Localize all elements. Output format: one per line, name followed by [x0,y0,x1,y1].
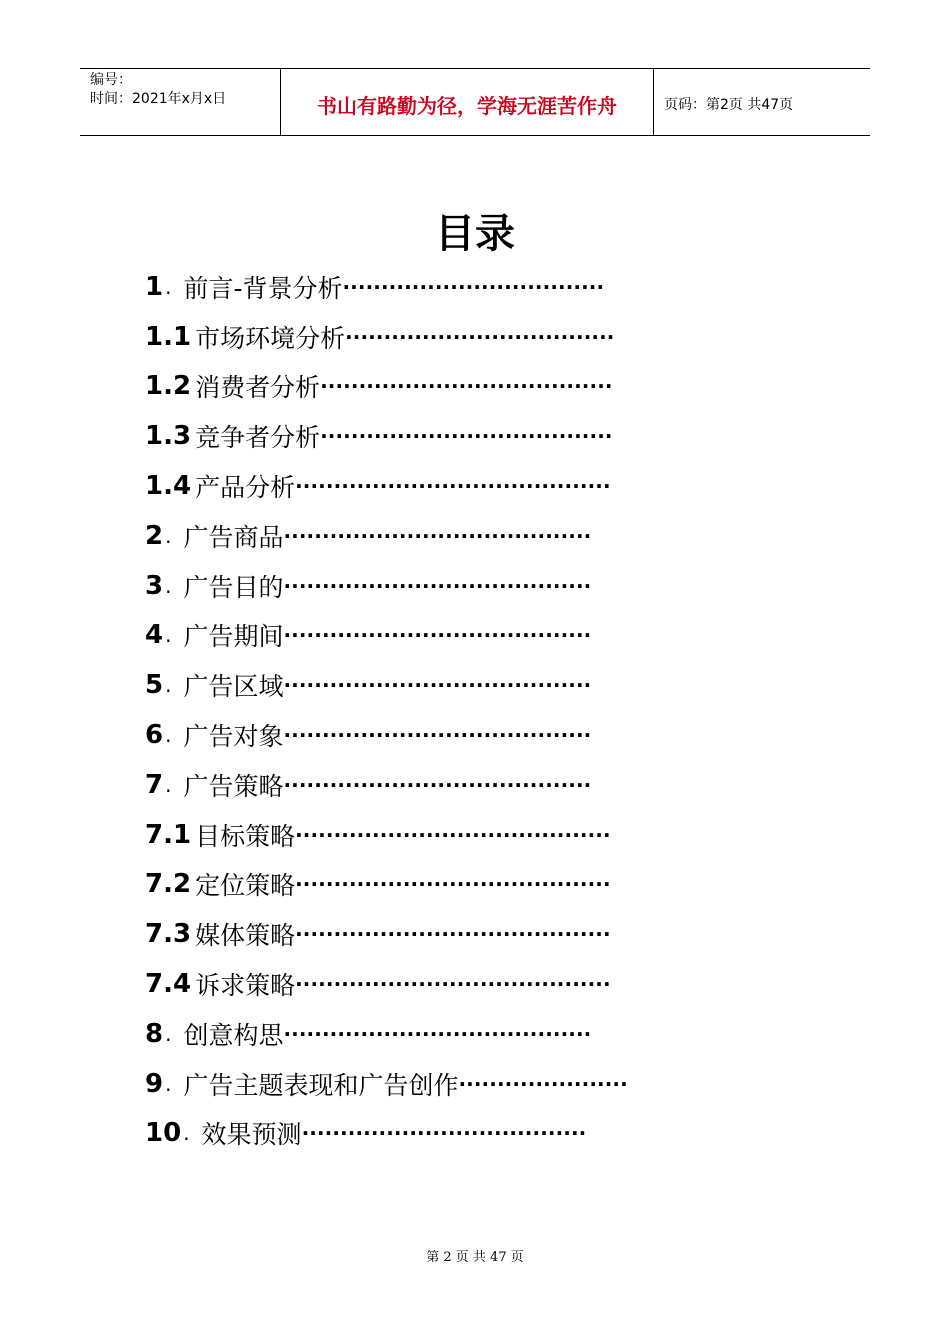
toc-entry[interactable] [145,362,785,412]
toc-entry-leader-dots: ······································ [320,374,613,399]
toc-entry-title: 诉求策略 [195,971,296,1001]
toc-entry[interactable] [145,760,785,810]
number-label: 编号： [90,72,132,88]
toc-entry-title: 市场环境分析 [195,323,346,353]
toc-entry[interactable] [145,1059,785,1109]
toc-entry[interactable] [145,461,785,511]
time-label: 时间：2021年x月x日 [90,91,227,107]
toc-entry-title: 效果预测 [201,1120,302,1150]
toc-entry-title: 广告区域 [183,672,284,702]
toc-entry-title: 前言-背景分析 [183,273,343,303]
toc-entry-separator: . [165,623,172,648]
toc-entry-number: 2 [145,520,164,551]
toc-entry[interactable] [145,611,785,661]
toc-entry[interactable] [145,1109,785,1159]
toc-entry-number: 1.1 [145,321,192,352]
toc-entry[interactable] [145,959,785,1009]
toc-entry[interactable] [145,660,785,710]
toc-entry-leader-dots: ······················ [458,1071,628,1096]
toc-entry-leader-dots: ········································ [283,723,592,748]
toc-entry[interactable] [145,511,785,561]
toc-entry-number: 6 [145,720,164,751]
toc-entry-separator: . [183,1121,190,1146]
toc-entry-leader-dots: ········································· [295,474,611,499]
toc-entry-leader-dots: ········································· [295,972,611,997]
toc-entry-number: 4 [145,620,164,651]
toc-entry-leader-dots: ········································· [295,822,611,847]
toc-entry-leader-dots: ········································ [283,772,592,797]
toc-entry-number: 1.4 [145,471,192,502]
toc-entry-number: 8 [145,1018,164,1049]
toc-entry-leader-dots: ········································ [283,523,592,548]
toc-entry-separator: . [165,573,172,598]
toc-entry-title: 广告策略 [183,771,284,801]
toc-entry-number: 7 [145,769,164,800]
toc-entry-number: 7.4 [145,969,192,1000]
toc-entry-number: 1.2 [145,371,192,402]
toc-entry-separator: . [165,673,172,698]
motto-text: 书山有路勤为径，学海无涯苦作舟 [317,93,617,118]
toc-entry-number: 5 [145,670,164,701]
toc-entry[interactable] [145,312,785,362]
toc-entry[interactable] [145,1009,785,1059]
toc-entry-separator: . [165,523,172,548]
toc-entry-leader-dots: ········································ [283,623,592,648]
toc-entry-number: 10 [145,1118,182,1149]
toc-entry-title: 定位策略 [195,871,296,901]
toc-entry-separator: . [165,274,172,299]
page-info-text: 页码：第2页 共47页 [664,97,794,113]
toc-entry-leader-dots: ····································· [301,1121,587,1146]
toc-entry[interactable] [145,710,785,760]
toc-entry-number: 3 [145,570,164,601]
table-of-contents [145,262,785,1158]
page-header [80,68,870,136]
toc-entry-title: 消费者分析 [195,373,321,403]
toc-entry[interactable] [145,411,785,461]
toc-entry-number: 1 [145,271,164,302]
toc-entry-separator: . [165,772,172,797]
toc-entry-number: 9 [145,1068,164,1099]
toc-entry[interactable] [145,909,785,959]
toc-entry-separator: . [165,1021,172,1046]
toc-entry[interactable] [145,810,785,860]
footer-page-number: 第 2 页 共 47 页 [426,1250,524,1265]
toc-entry-leader-dots: ·································· [342,274,605,299]
toc-entry-title: 广告商品 [183,522,284,552]
toc-entry-title: 创意构思 [183,1020,284,1050]
toc-entry-title: 广告对象 [183,722,284,752]
toc-entry-title: 广告期间 [183,622,284,652]
toc-entry-leader-dots: ········································ [283,1021,592,1046]
header-meta-cell [80,69,281,135]
toc-entry[interactable] [145,860,785,910]
toc-entry-title: 目标策略 [195,821,296,851]
toc-entry-title: 媒体策略 [195,921,296,951]
toc-entry[interactable] [145,561,785,611]
toc-entry-separator: . [165,1071,172,1096]
toc-entry-leader-dots: ········································ [283,573,592,598]
toc-entry-leader-dots: ········································· [295,872,611,897]
toc-title: 目录 [435,211,515,257]
toc-entry-title: 产品分析 [195,473,296,503]
toc-entry-number: 1.3 [145,421,192,452]
toc-entry-title: 竞争者分析 [195,423,321,453]
toc-entry-number: 7.1 [145,819,192,850]
toc-entry-title: 广告主题表现和广告创作 [183,1070,459,1100]
toc-entry[interactable] [145,262,785,312]
header-motto-cell [281,69,654,135]
page-footer [0,1246,950,1265]
toc-entry-separator: . [165,723,172,748]
toc-entry-leader-dots: ··································· [345,324,615,349]
toc-entry-leader-dots: ······································ [320,424,613,449]
header-page-cell [654,69,870,135]
toc-entry-title: 广告目的 [183,572,284,602]
toc-entry-number: 7.3 [145,919,192,950]
toc-entry-leader-dots: ········································ [283,673,592,698]
toc-entry-leader-dots: ········································· [295,922,611,947]
toc-entry-number: 7.2 [145,869,192,900]
